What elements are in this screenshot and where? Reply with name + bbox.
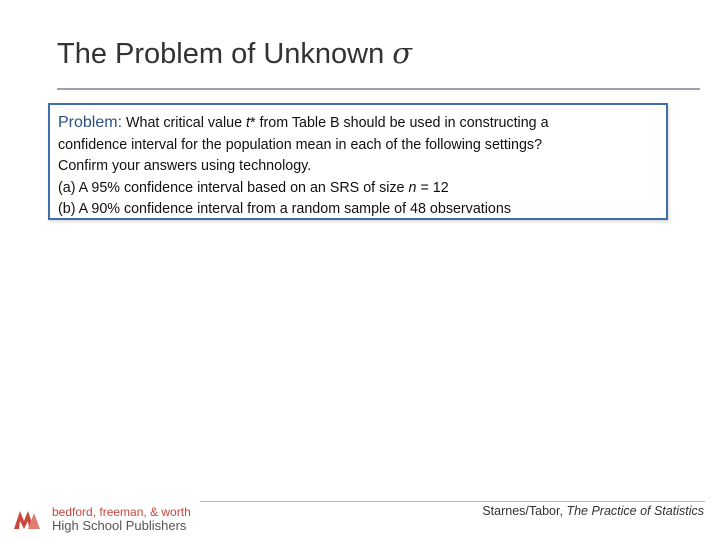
publisher-name xyxy=(52,505,191,533)
problem-line-2: confidence interval for the population mean in each of the following settings? xyxy=(58,136,543,153)
footer-divider xyxy=(200,501,705,502)
credit-authors: Starnes/Tabor, xyxy=(482,504,563,518)
problem-line-4 xyxy=(58,178,658,200)
slide-title-text: The Problem of Unknown xyxy=(57,38,385,70)
problem-label: Problem: xyxy=(58,114,123,131)
title-divider xyxy=(57,88,700,90)
publisher-mark-icon xyxy=(12,507,44,531)
problem-line-1-b: * from Table B should be used in constructing a xyxy=(250,115,549,131)
problem-line-4-b: = 12 xyxy=(420,179,449,196)
problem-line-5: (b) A 90% confidence interval from a random sample of 48 observations xyxy=(58,201,511,217)
publisher-line-1: bedford, freeman, & worth xyxy=(52,505,191,519)
problem-line-4-a: (a) A 95% confidence interval based on an SRS of size xyxy=(58,179,405,196)
publisher-logo xyxy=(12,503,192,535)
sigma-symbol: σ xyxy=(392,36,413,70)
publisher-line-2: High School Publishers xyxy=(52,518,187,533)
n-variable: n xyxy=(408,179,417,196)
problem-line-1-a: What critical value xyxy=(126,115,243,131)
problem-line-1 xyxy=(58,112,658,135)
problem-box xyxy=(48,103,668,220)
problem-line-3: Confirm your answers using technology. xyxy=(58,158,312,174)
t-variable: t xyxy=(246,115,250,131)
footer-credit xyxy=(482,504,704,518)
slide-title xyxy=(57,36,412,71)
credit-book-title: The Practice of Statistics xyxy=(566,504,704,518)
